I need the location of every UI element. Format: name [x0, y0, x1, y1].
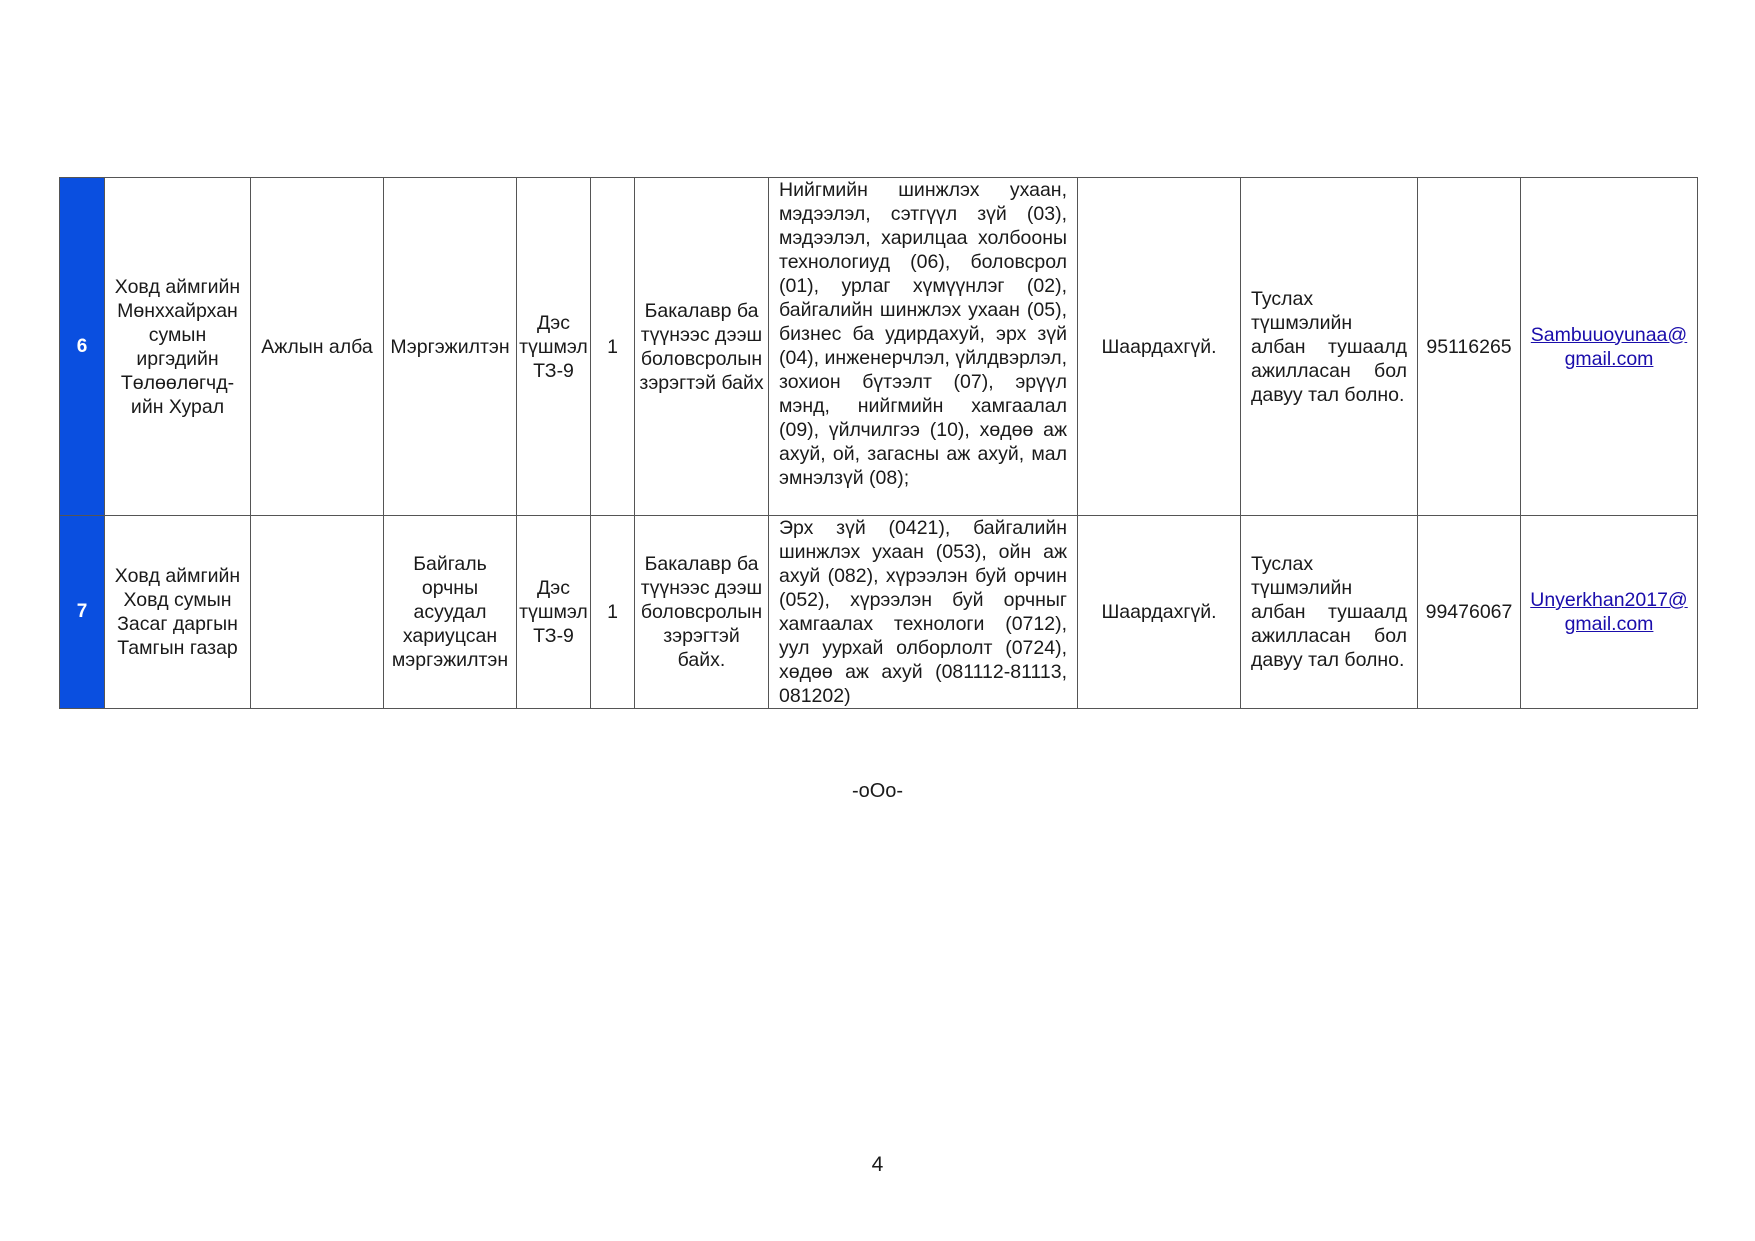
- email-user: Unyerkhan2017@: [1530, 589, 1688, 611]
- phone-cell: 99476067: [1418, 516, 1521, 709]
- email-domain: gmail.com: [1564, 613, 1654, 635]
- table-row: [60, 516, 1698, 709]
- count-cell: 1: [591, 516, 635, 709]
- profession-cell: Нийгмийн шинжлэх ухаан, мэдээлэл, сэтгүүл зүй (03), мэдээлэл, харилцаа холбооны технологиуд (06), боловсрол (01), урлаг хүмүүнлэг (02), байгалийн шинжлэх ухаан (05), бизнес ба удирдахуй, эрх зүй (04), инженерчлэл, үйлдвэрлэл, зохион бүтээлт (07), эрүүл мэнд, нийгмийн хамгаалал (09), үйлчилгээ (10), хөдөө аж ахуй, ой, загасны аж ахуй, мал эмнэлзүй (08);: [769, 178, 1078, 516]
- row-number: 7: [60, 516, 105, 709]
- education-cell: Бакалавр ба түүнээс дээш боловсролын зэрэгтэй байх.: [635, 516, 769, 709]
- unit-cell: [251, 516, 384, 709]
- position-cell: Мэргэжилтэн: [384, 178, 517, 516]
- rank-cell: Дэс түшмэл ТЗ-9: [517, 516, 591, 709]
- email-link[interactable]: [1530, 589, 1687, 635]
- table-row: [60, 178, 1698, 516]
- phone-cell: 95116265: [1418, 178, 1521, 516]
- count-cell: 1: [591, 178, 635, 516]
- rank-cell: Дэс түшмэл ТЗ-9: [517, 178, 591, 516]
- organization-cell: Ховд аймгийн Ховд сумын Засаг даргын Тамгын газар: [105, 516, 251, 709]
- organization-cell: Ховд аймгийн Мөнххайрхан сумын иргэдийн Төлөөлөгчд-ийн Хурал: [105, 178, 251, 516]
- email-link[interactable]: [1531, 324, 1687, 370]
- email-cell: [1521, 178, 1698, 516]
- position-cell: Байгаль орчны асуудал хариуцсан мэргэжилтэн: [384, 516, 517, 709]
- page-number: 4: [871, 1153, 884, 1176]
- education-cell: Бакалавр ба түүнээс дээш боловсролын зэрэгтэй байх: [635, 178, 769, 516]
- advantage-cell: Туслах түшмэлийн албан тушаалд ажилласан бол давуу тал болно.: [1241, 178, 1418, 516]
- end-mark: -оОо-: [851, 780, 904, 802]
- row-number: 6: [60, 178, 105, 516]
- vacancy-table: [59, 177, 1698, 709]
- experience-cell: Шаардахгүй.: [1078, 516, 1241, 709]
- profession-cell: Эрх зүй (0421), байгалийн шинжлэх ухаан (053), ойн аж ахуй (082), хүрээлэн буй орчин (052), хүрээлэн буй орчныг хамгаалах технологи (0712), уул уурхай олборлолт (0724), хөдөө аж ахуй (081112-81113, 081202): [769, 516, 1078, 709]
- experience-cell: Шаардахгүй.: [1078, 178, 1241, 516]
- unit-cell: Ажлын алба: [251, 178, 384, 516]
- advantage-cell: Туслах түшмэлийн албан тушаалд ажилласан бол давуу тал болно.: [1241, 516, 1418, 709]
- email-user: Sambuuoyunaa@: [1530, 323, 1688, 346]
- email-cell: [1521, 516, 1698, 709]
- email-domain: gmail.com: [1564, 347, 1654, 370]
